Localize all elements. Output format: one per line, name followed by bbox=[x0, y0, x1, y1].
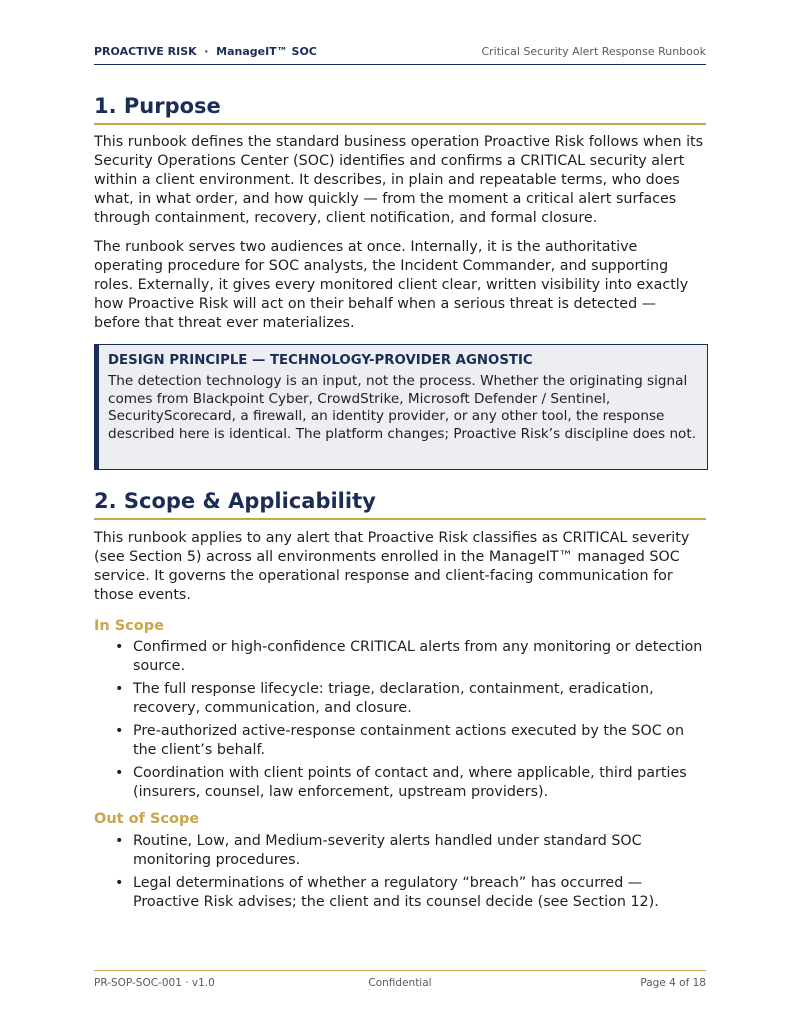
footer-document-id: PR-SOP-SOC-001 · v1.0 bbox=[94, 977, 215, 989]
list-item-text: Routine, Low, and Medium-severity alerts handled under standard SOC monitoring procedures. bbox=[133, 833, 642, 868]
list-item-text: Legal determinations of whether a regulatory “breach” has occurred — Proactive Risk advises; the client and its counsel decide (see Section 12). bbox=[133, 875, 659, 910]
page-footer bbox=[94, 970, 706, 989]
list-item bbox=[94, 638, 706, 675]
bullet-icon: • bbox=[115, 875, 124, 891]
list-item bbox=[94, 680, 706, 717]
design-principle-callout bbox=[94, 344, 708, 470]
callout-body: The detection technology is an input, not the process. Whether the originating signal comes from Blackpoint Cyber, CrowdStrike, Microsoft Defender / Sentinel, SecurityScorecard, a firewall, an identity provider, or any other tool, the response described here is identical. The platform changes; Proactive Risk’s discipline does not. bbox=[108, 373, 697, 442]
list-item-text: Pre-authorized active-response containment actions executed by the SOC on the client’s behalf. bbox=[133, 723, 685, 758]
list-item bbox=[94, 832, 706, 869]
list-item bbox=[94, 722, 706, 759]
bullet-icon: • bbox=[115, 639, 124, 655]
bullet-icon: • bbox=[115, 681, 124, 697]
page-header bbox=[94, 45, 706, 65]
in-scope-heading: In Scope bbox=[94, 618, 164, 634]
header-document-title: Critical Security Alert Response Runbook bbox=[481, 45, 706, 58]
section-heading-scope: 2. Scope & Applicability bbox=[94, 488, 706, 520]
out-of-scope-heading: Out of Scope bbox=[94, 811, 200, 827]
bullet-icon: • bbox=[115, 765, 124, 781]
header-brand: PROACTIVE RISK · ManageIT™ SOC bbox=[94, 45, 317, 58]
list-item-text: Confirmed or high-confidence CRITICAL alerts from any monitoring or detection source. bbox=[133, 639, 703, 674]
footer-page-number: Page 4 of 18 bbox=[640, 977, 706, 989]
scope-intro-paragraph: This runbook applies to any alert that Proactive Risk classifies as CRITICAL severity (see Section 5) across all environments enrolled in the ManageIT™ managed SOC service. It governs the operational response and client-facing communication for those events. bbox=[94, 530, 690, 603]
list-item bbox=[94, 764, 706, 801]
list-item-text: The full response lifecycle: triage, declaration, containment, eradication, recovery, communication, and closure. bbox=[133, 681, 654, 716]
section-heading-purpose: 1. Purpose bbox=[94, 93, 706, 125]
in-scope-list bbox=[94, 638, 706, 806]
bullet-icon: • bbox=[115, 833, 124, 849]
purpose-paragraph-2: The runbook serves two audiences at once. Internally, it is the authoritative operating procedure for SOC analysts, the Incident Commander, and supporting roles. Externally, it gives every monitored client clear, written visibility into exactly how Proactive Risk will act on their behalf when a serious threat is detected — before that threat ever materializes. bbox=[94, 239, 689, 331]
purpose-paragraph-1: This runbook defines the standard business operation Proactive Risk follows when its Security Operations Center (SOC) identifies and confirms a CRITICAL security alert within a client environment. It describes, in plain and repeatable terms, who does what, in what order, and how quickly — from the moment a critical alert surfaces through containment, recovery, client notification, and formal closure. bbox=[94, 134, 704, 226]
callout-title: DESIGN PRINCIPLE — TECHNOLOGY-PROVIDER AGNOSTIC bbox=[108, 353, 533, 368]
out-of-scope-list bbox=[94, 832, 706, 916]
list-item bbox=[94, 874, 706, 911]
list-item-text: Coordination with client points of contact and, where applicable, third parties (insurers, counsel, law enforcement, upstream providers). bbox=[133, 765, 687, 800]
footer-classification: Confidential bbox=[368, 977, 432, 989]
bullet-icon: • bbox=[115, 723, 124, 739]
